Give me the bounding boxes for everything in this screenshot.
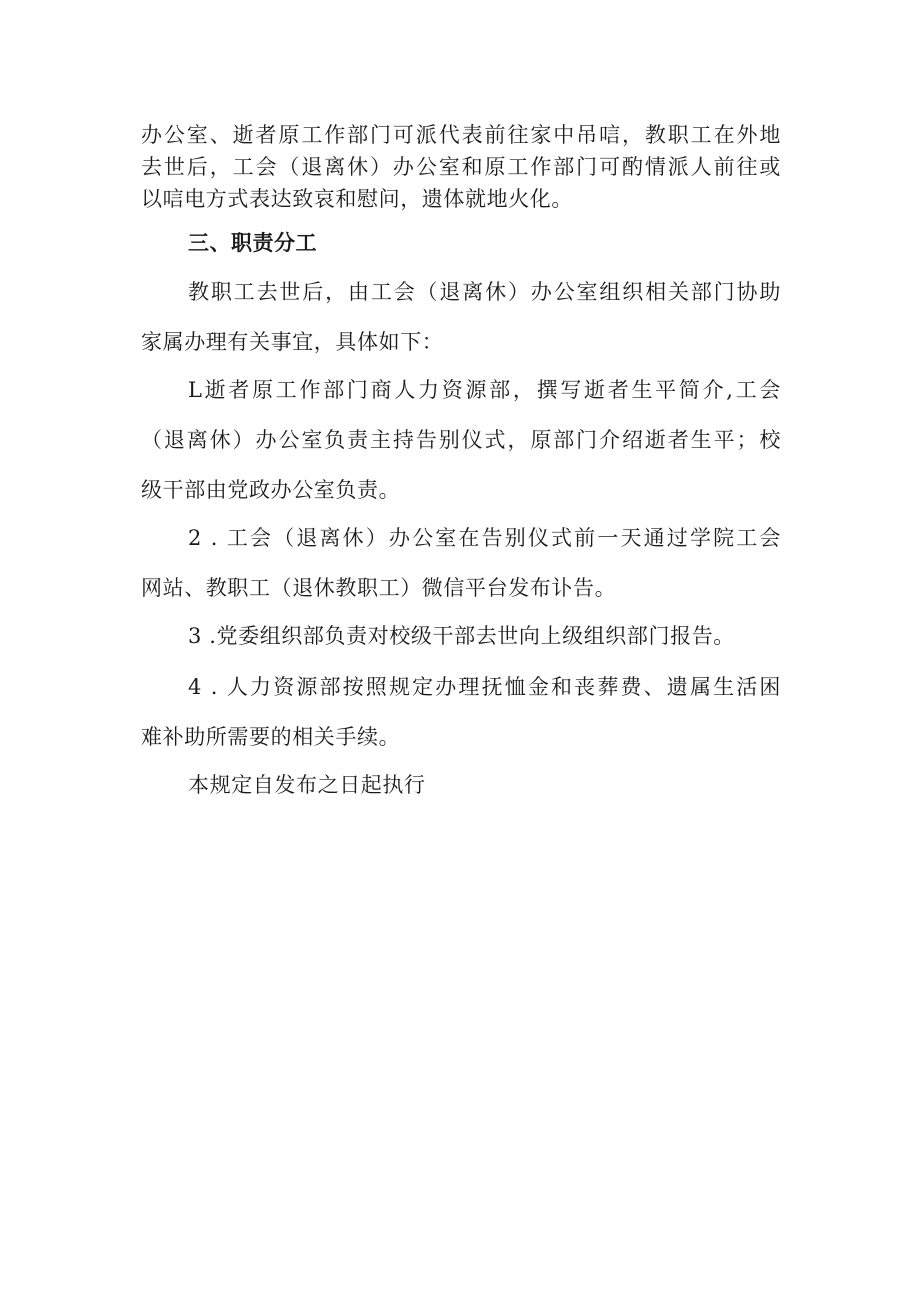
paragraph-line: L逝者原工作部门商人力资源部，撰写逝者生平简介,工会 — [188, 378, 781, 402]
paragraph-line: 4 . 人力资源部按照规定办理抚恤金和丧葬费、遗属生活困 — [188, 675, 781, 699]
paragraph-line: 去世后，工会（退离休）办公室和原工作部门可酌情派人前往或 — [141, 155, 781, 179]
list-item-4 — [141, 671, 781, 753]
list-item-1 — [141, 374, 781, 506]
paragraph-line: 级干部由党政办公室负责。 — [141, 478, 401, 502]
intro-paragraph — [141, 276, 781, 358]
list-item-3 — [141, 620, 781, 652]
paragraph-line: 3 .党委组织部负责对校级干部去世向上级组织部门报告。 — [188, 624, 735, 648]
paragraph-line: （退离休）办公室负责主持告别仪式，原部门介绍逝者生平；校 — [141, 428, 781, 452]
list-item-2 — [141, 522, 781, 604]
paragraph-line: 以唁电方式表达致哀和慰问，遗体就地火化。 — [141, 187, 573, 211]
continued-paragraph — [141, 119, 781, 215]
paragraph-line: 难补助所需要的相关手续。 — [141, 725, 401, 749]
paragraph-line: 家属办理有关事宜，具体如下： — [141, 330, 444, 354]
paragraph-line: 2 . 工会（退离休）办公室在告别仪式前一天通过学院工会 — [188, 526, 781, 550]
closing-statement-block — [141, 769, 781, 801]
section-heading: 三、职责分工 — [188, 231, 317, 255]
closing-statement: 本规定自发布之日起执行 — [188, 773, 426, 797]
paragraph-line: 教职工去世后，由工会（退离休）办公室组织相关部门协助 — [188, 280, 781, 304]
section-heading-block — [141, 227, 781, 259]
paragraph-line: 办公室、逝者原工作部门可派代表前往家中吊唁，教职工在外地 — [141, 123, 781, 147]
paragraph-line: 网站、教职工（退休教职工）微信平台发布讣告。 — [141, 576, 617, 600]
